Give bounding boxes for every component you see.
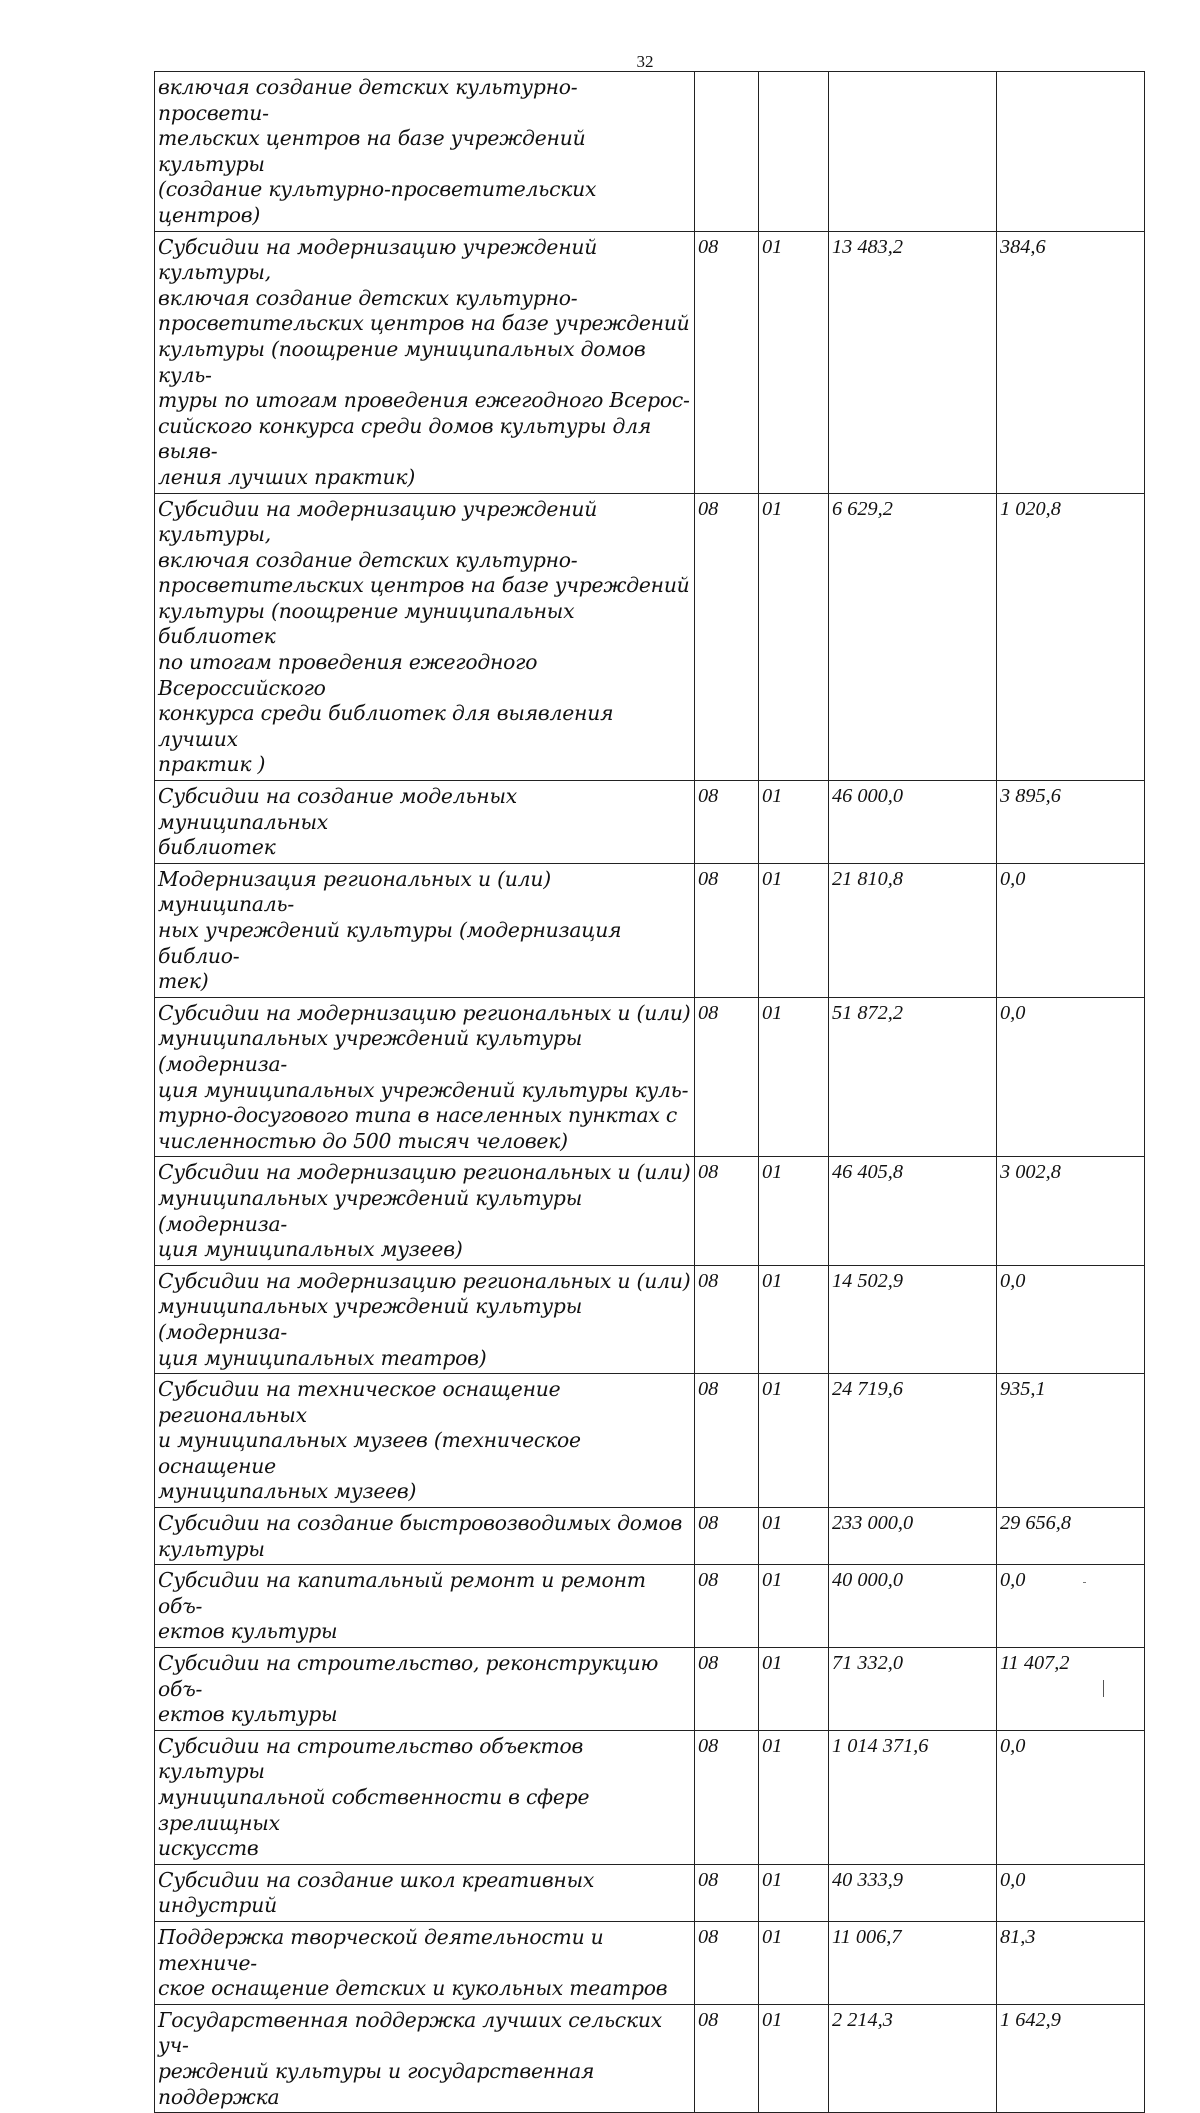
amount-second-cell: 935,1 [997,1374,1145,1508]
row-name-cell: включая создание детских культурно- просвети- тельских центров на базе учреждений культуры (создание культурно-просветительских центров) [155,72,695,232]
row-name-cell: Субсидии на создание быстровозводимых домов культуры [155,1508,695,1565]
subsection-code-cell: 01 [759,2004,829,2112]
section-code-cell: 08 [695,863,759,997]
table-row [155,1730,1145,1864]
section-code-cell [695,72,759,232]
table-row [155,493,1145,781]
amount-second-cell: 11 407,2 [997,1648,1145,1731]
subsection-code-cell: 01 [759,1265,829,1373]
amount-cell: 46 000,0 [829,781,997,864]
table-row [155,1864,1145,1921]
table-row [155,1565,1145,1648]
section-code-cell: 08 [695,1648,759,1731]
section-code-cell: 08 [695,781,759,864]
amount-second-cell: 0,0 [997,1864,1145,1921]
row-name-cell: Субсидии на модернизацию региональных и (или) муниципальных учреждений культуры (модерниза- ция муниципальных учреждений культуры куль- турно-досугового типа в населенных пунктах с численностью до 500 тысяч человек) [155,997,695,1157]
row-name-cell: Модернизация региональных и (или) муниципаль- ных учреждений культуры (модернизация библио- тек) [155,863,695,997]
subsection-code-cell: 01 [759,1864,829,1921]
table-row [155,2004,1145,2112]
table-row [155,1157,1145,1265]
subsection-code-cell: 01 [759,1730,829,1864]
section-code-cell: 08 [695,997,759,1157]
subsection-code-cell: 01 [759,781,829,864]
amount-cell: 6 629,2 [829,493,997,781]
subsection-code-cell: 01 [759,1157,829,1265]
table-row [155,231,1145,493]
table-row [155,781,1145,864]
scan-speck [1083,1582,1086,1583]
row-name-cell: Субсидии на модернизацию учреждений культуры, включая создание детских культурно- просветительских центров на базе учреждений культуры (поощрение муниципальных домов куль- туры по итогам проведения ежегодного Всерос- сийского конкурса среди домов культуры для выяв- ления лучших практик) [155,231,695,493]
row-name-cell: Субсидии на создание модельных муниципальных библиотек [155,781,695,864]
subsection-code-cell: 01 [759,231,829,493]
table-row [155,1508,1145,1565]
amount-cell: 14 502,9 [829,1265,997,1373]
row-name-cell: Субсидии на капитальный ремонт и ремонт объ- ектов культуры [155,1565,695,1648]
row-name-cell: Субсидии на строительство объектов культуры муниципальной собственности в сфере зрелищных искусств [155,1730,695,1864]
subsection-code-cell: 01 [759,1648,829,1731]
amount-cell: 46 405,8 [829,1157,997,1265]
amount-cell: 40 333,9 [829,1864,997,1921]
section-code-cell: 08 [695,1864,759,1921]
amount-second-cell: 1 642,9 [997,2004,1145,2112]
subsection-code-cell [759,72,829,232]
amount-second-cell: 384,6 [997,231,1145,493]
section-code-cell: 08 [695,1508,759,1565]
amount-cell [829,72,997,232]
amount-second-cell [997,72,1145,232]
section-code-cell: 08 [695,2004,759,2112]
subsection-code-cell: 01 [759,997,829,1157]
amount-cell: 71 332,0 [829,1648,997,1731]
subsection-code-cell: 01 [759,863,829,997]
amount-second-cell: 0,0 [997,997,1145,1157]
section-code-cell: 08 [695,1157,759,1265]
amount-cell: 24 719,6 [829,1374,997,1508]
row-name-cell: Государственная поддержка лучших сельских уч- реждений культуры и государственная поддержка [155,2004,695,2112]
amount-cell: 40 000,0 [829,1565,997,1648]
amount-second-cell: 1 020,8 [997,493,1145,781]
amount-second-cell: 0,0 [997,1730,1145,1864]
section-code-cell: 08 [695,1921,759,2004]
amount-cell: 233 000,0 [829,1508,997,1565]
amount-cell: 13 483,2 [829,231,997,493]
subsection-code-cell: 01 [759,1374,829,1508]
section-code-cell: 08 [695,1374,759,1508]
subsection-code-cell: 01 [759,1508,829,1565]
section-code-cell: 08 [695,1265,759,1373]
row-name-cell: Поддержка творческой деятельности и техниче- ское оснащение детских и кукольных театров [155,1921,695,2004]
section-code-cell: 08 [695,231,759,493]
table-row [155,1265,1145,1373]
amount-cell: 21 810,8 [829,863,997,997]
amount-cell: 2 214,3 [829,2004,997,2112]
row-name-cell: Субсидии на техническое оснащение региональных и муниципальных музеев (техническое оснащение муниципальных музеев) [155,1374,695,1508]
row-name-cell: Субсидии на модернизацию региональных и (или) муниципальных учреждений культуры (модерниза- ция муниципальных музеев) [155,1157,695,1265]
page-number: 32 [636,52,654,71]
row-name-cell: Субсидии на строительство, реконструкцию объ- ектов культуры [155,1648,695,1731]
budget-allocation-table [154,71,1145,2113]
table-row [155,863,1145,997]
amount-second-cell: 29 656,8 [997,1508,1145,1565]
table-row [155,1648,1145,1731]
amount-second-cell: 3 002,8 [997,1157,1145,1265]
subsection-code-cell: 01 [759,493,829,781]
amount-cell: 1 014 371,6 [829,1730,997,1864]
section-code-cell: 08 [695,1565,759,1648]
amount-second-cell: 0,0 [997,1565,1145,1648]
row-name-cell: Субсидии на создание школ креативных индустрий [155,1864,695,1921]
scan-edge-mark [1103,1680,1104,1697]
table-body [155,72,1145,2113]
amount-cell: 11 006,7 [829,1921,997,2004]
row-name-cell: Субсидии на модернизацию региональных и (или) муниципальных учреждений культуры (модерниза- ция муниципальных театров) [155,1265,695,1373]
table-row [155,1921,1145,2004]
section-code-cell: 08 [695,1730,759,1864]
subsection-code-cell: 01 [759,1921,829,2004]
amount-cell: 51 872,2 [829,997,997,1157]
section-code-cell: 08 [695,493,759,781]
amount-second-cell: 0,0 [997,863,1145,997]
row-name-cell: Субсидии на модернизацию учреждений культуры, включая создание детских культурно- просветительских центров на базе учреждений культуры (поощрение муниципальных библиотек по итогам проведения ежегодного Всероссийского конкурса среди библиотек для выявления лучших практик ) [155,493,695,781]
table-row [155,997,1145,1157]
amount-second-cell: 3 895,6 [997,781,1145,864]
table-row [155,72,1145,232]
amount-second-cell: 81,3 [997,1921,1145,2004]
amount-second-cell: 0,0 [997,1265,1145,1373]
table-row [155,1374,1145,1508]
subsection-code-cell: 01 [759,1565,829,1648]
